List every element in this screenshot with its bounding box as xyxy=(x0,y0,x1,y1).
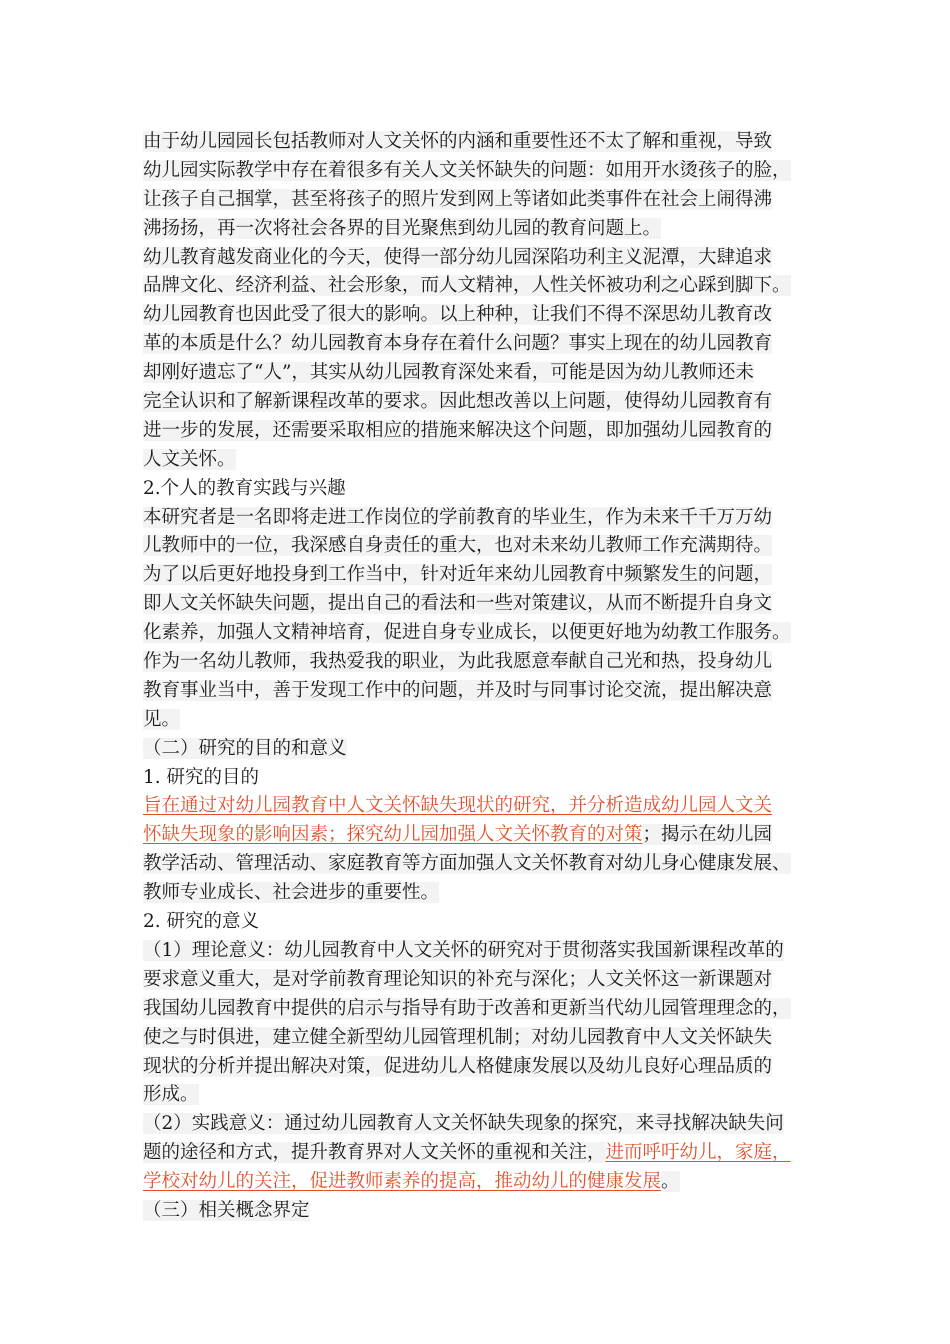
text-line xyxy=(143,1168,833,1197)
text-segment: （二）研究的目的和意义 xyxy=(143,737,347,759)
text-line xyxy=(143,128,833,157)
text-segment: 作为一名幼儿教师，我热爱我的职业，为此我愿意奉献自己光和热，投身幼儿 xyxy=(143,651,773,673)
text-line xyxy=(143,388,833,417)
text-line xyxy=(143,1081,833,1110)
text-segment: 教师专业成长、社会进步的重要性。 xyxy=(143,882,440,904)
text-line xyxy=(143,504,833,533)
text-line xyxy=(143,157,833,186)
text-segment: 幼儿园实际教学中存在着很多有关人文关怀缺失的问题：如用开水烫孩子的脸， xyxy=(143,159,791,181)
text-segment: 为了以后更好地投身到工作当中，针对近年来幼儿园教育中频繁发生的问题， xyxy=(143,564,773,586)
text-segment: 要求意义重大，是对学前教育理论知识的补充与深化；人文关怀这一新课题对 xyxy=(143,968,773,990)
text-line xyxy=(143,764,833,793)
text-line xyxy=(143,359,833,388)
text-line xyxy=(143,1139,833,1168)
text-segment: 人文关怀。 xyxy=(143,448,236,470)
text-segment: 题的途径和方式，提升教育界对人文关怀的重视和关注， xyxy=(143,1142,606,1164)
text-segment: 见。 xyxy=(143,708,181,730)
text-line xyxy=(143,215,833,244)
text-segment: 本研究者是一名即将走进工作岗位的学前教育的毕业生，作为未来千千万万幼 xyxy=(143,506,773,528)
text-line xyxy=(143,301,833,330)
text-segment: 进一步的发展，还需要采取相应的措施来解决这个问题，即加强幼儿园教育的 xyxy=(143,419,773,441)
text-segment: 沸扬扬，再一次将社会各界的目光聚焦到幼儿园的教育问题上。 xyxy=(143,217,662,239)
text-segment: 。 xyxy=(661,1171,680,1193)
text-line xyxy=(143,706,833,735)
text-line xyxy=(143,532,833,561)
text-segment: 形成。 xyxy=(143,1084,199,1106)
text-line xyxy=(143,1110,833,1139)
text-segment: 化素养，加强人文精神培育，促进自身专业成长，以便更好地为幼教工作服务。 xyxy=(143,622,791,644)
text-line xyxy=(143,1197,833,1226)
text-line xyxy=(143,1024,833,1053)
text-line xyxy=(143,330,833,359)
text-line xyxy=(143,1053,833,1082)
text-line xyxy=(143,879,833,908)
text-line xyxy=(143,850,833,879)
text-line xyxy=(143,244,833,273)
text-line xyxy=(143,561,833,590)
text-line xyxy=(143,648,833,677)
text-line xyxy=(143,619,833,648)
text-segment: 教学活动、管理活动、家庭教育等方面加强人文关怀教育对幼儿身心健康发展、 xyxy=(143,853,791,875)
text-segment: 革的本质是什么？幼儿园教育本身存在着什么问题？事实上现在的幼儿园教育 xyxy=(143,333,773,355)
text-line xyxy=(143,995,833,1024)
text-segment: ；揭示在幼儿园 xyxy=(642,824,773,846)
text-line xyxy=(143,792,833,821)
text-segment: 教育事业当中，善于发现工作中的问题，并及时与同事讨论交流，提出解决意 xyxy=(143,679,773,701)
text-segment: 幼儿教育越发商业化的今天，使得一部分幼儿园深陷功利主义泥潭，大肆追求 xyxy=(143,246,773,268)
text-segment: 让孩子自己掴掌，甚至将孩子的照片发到网上等诸如此类事件在社会上闹得沸 xyxy=(143,188,773,210)
text-segment: 1. 研究的目的 xyxy=(143,766,260,788)
text-segment: 品牌文化、经济利益、社会形象，而人文精神，人性关怀被功利之心踩到脚下。 xyxy=(143,275,791,297)
text-segment: 2. 研究的意义 xyxy=(143,911,260,933)
text-line xyxy=(143,937,833,966)
text-segment: 我国幼儿园教育中提供的启示与指导有助于改善和更新当代幼儿园管理理念的， xyxy=(143,997,791,1019)
text-line xyxy=(143,821,833,850)
text-line xyxy=(143,677,833,706)
text-segment: （1）理论意义：幼儿园教育中人文关怀的研究对于贯彻落实我国新课程改革的 xyxy=(143,939,784,961)
text-segment: 2.个人的教育实践与兴趣 xyxy=(143,477,346,499)
text-segment: 由于幼儿园园长包括教师对人文关怀的内涵和重要性还不太了解和重视，导致 xyxy=(143,131,773,152)
text-segment: 即人文关怀缺失问题，提出自己的看法和一些对策建议，从而不断提升自身文 xyxy=(143,593,773,615)
text-line xyxy=(143,475,833,504)
text-line xyxy=(143,417,833,446)
highlighted-text: 怀缺失现象的影响因素；探究幼儿园加强人文关怀教育的对策 xyxy=(143,824,643,846)
text-line xyxy=(143,908,833,937)
document-body xyxy=(143,128,833,1226)
text-segment: 完全认识和了解新课程改革的要求。因此想改善以上问题，使得幼儿园教育有 xyxy=(143,391,773,413)
text-line xyxy=(143,735,833,764)
text-segment: （三）相关概念界定 xyxy=(143,1199,310,1221)
text-line xyxy=(143,272,833,301)
text-segment: 却刚好遗忘了“人”，其实从幼儿园教育深处来看，可能是因为幼儿教师还未 xyxy=(143,362,754,384)
text-segment: 现状的分析并提出解决对策，促进幼儿人格健康发展以及幼儿良好心理品质的 xyxy=(143,1055,773,1077)
text-line xyxy=(143,590,833,619)
text-segment: 幼儿园教育也因此受了很大的影响。以上种种，让我们不得不深思幼儿教育改 xyxy=(143,304,773,326)
text-line xyxy=(143,966,833,995)
highlighted-text: 进而呼吁幼儿，家庭， xyxy=(605,1142,791,1164)
text-segment: （2）实践意义：通过幼儿园教育人文关怀缺失现象的探究，来寻找解决缺失问 xyxy=(143,1113,784,1135)
highlighted-text: 旨在通过对幼儿园教育中人文关怀缺失现状的研究，并分析造成幼儿园人文关 xyxy=(143,795,773,817)
text-segment: 使之与时俱进，建立健全新型幼儿园管理机制；对幼儿园教育中人文关怀缺失 xyxy=(143,1026,773,1048)
text-segment: 儿教师中的一位，我深感自身责任的重大，也对未来幼儿教师工作充满期待。 xyxy=(143,535,773,557)
text-line xyxy=(143,186,833,215)
text-line xyxy=(143,446,833,475)
highlighted-text: 学校对幼儿的关注，促进教师素养的提高，推动幼儿的健康发展 xyxy=(143,1171,662,1193)
